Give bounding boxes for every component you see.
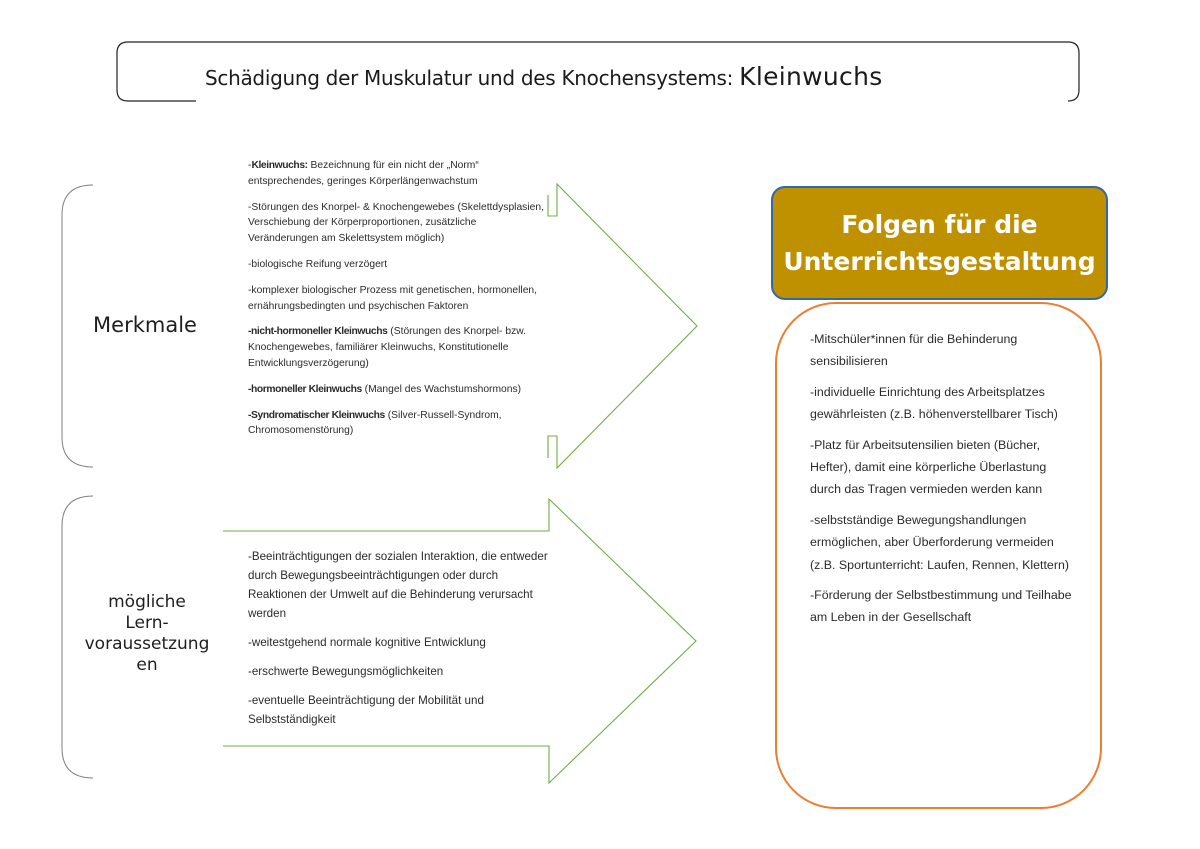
lernvoraussetzungen-list bbox=[248, 547, 548, 739]
item-term: -nicht-hormoneller Kleinwuchs bbox=[248, 326, 388, 338]
lern-label-line: mögliche bbox=[108, 592, 186, 612]
lern-item: -Beeinträchtigungen der sozialen Interaktion, die entweder durch Bewegungsbeeinträchtigungen oder durch Reaktionen der Umwelt auf die Behinderung verursacht werden bbox=[248, 550, 548, 620]
item-term: -Syndromatischer Kleinwuchs bbox=[248, 409, 385, 421]
folgen-item: -Mitschüler*innen für die Behinderung sensibilisieren bbox=[810, 332, 1018, 369]
item-text: -Störungen des Knorpel- & Knochengewebes (Skelettdysplasien, Verschiebung der Körperproportionen, zusätzliche Veränderungen am Skelettsystem möglich) bbox=[248, 201, 544, 245]
folgen-header-line: Folgen für die bbox=[841, 210, 1038, 239]
item-text: (Silver-Russell-Syndrom, Chromosomenstörung) bbox=[248, 409, 502, 437]
merkmale-label: Merkmale bbox=[93, 313, 197, 337]
lern-item: -weitestgehend normale kognitive Entwicklung bbox=[248, 636, 486, 649]
folgen-item: -Förderung der Selbstbestimmung und Teilhabe am Leben in der Gesellschaft bbox=[810, 588, 1072, 625]
item-text: (Störungen des Knorpel- bzw. Knochengewebes, familiärer Kleinwuchs, Konstitutionelle Entwicklungsverzögerung) bbox=[248, 326, 526, 369]
merkmale-item bbox=[248, 257, 548, 273]
lern-label-line: Lern- bbox=[125, 613, 169, 633]
folgen-header-text bbox=[783, 206, 1095, 280]
folgen-header bbox=[771, 186, 1108, 300]
folgen-item: -individuelle Einrichtung des Arbeitsplatzes gewährleisten (z.B. höhenverstellbarer Tisch) bbox=[810, 384, 1058, 422]
merkmale-item bbox=[248, 324, 548, 371]
title-main: Schädigung der Muskulatur und des Knochensystems: bbox=[205, 66, 734, 90]
merkmale-item bbox=[248, 408, 548, 440]
folgen-list bbox=[810, 328, 1080, 637]
merkmale-item bbox=[248, 382, 548, 398]
item-text: (Mangel des Wachstumshormons) bbox=[361, 383, 522, 395]
merkmale-arrow bbox=[548, 184, 697, 468]
item-text: -biologische Reifung verzögert bbox=[248, 258, 388, 270]
lernvoraussetzungen-label bbox=[72, 592, 222, 676]
lern-item: -erschwerte Bewegungsmöglichkeiten bbox=[248, 665, 444, 678]
folgen-item: -selbstständige Bewegungshandlungen ermöglichen, aber Überforderung vermeiden (z.B. Sportunterricht: Laufen, Rennen, Klettern) bbox=[810, 512, 1069, 572]
folgen-item: -Platz für Arbeitsutensilien bieten (Bücher, Hefter), damit eine körperliche Überlastung durch das Tragen vermieden werden kann bbox=[810, 437, 1047, 497]
item-term: Kleinwuchs: bbox=[251, 160, 308, 171]
title-topic: Kleinwuchs bbox=[739, 62, 883, 91]
title bbox=[205, 62, 1065, 91]
lern-label-line: en bbox=[136, 655, 158, 675]
folgen-header-line: Unterrichtsgestaltung bbox=[783, 247, 1096, 276]
lern-label-line: voraussetzung bbox=[84, 634, 210, 654]
item-prefix: - bbox=[248, 160, 252, 171]
merkmale-item bbox=[248, 200, 548, 247]
item-text: Bezeichnung für ein nicht der „Norm“ entsprechendes, geringes Körperlängenwachstum bbox=[248, 160, 479, 187]
item-text: -komplexer biologischer Prozess mit genetischen, hormonellen, ernährungsbedingten und psychischen Faktoren bbox=[248, 284, 538, 312]
lern-item: -eventuelle Beeinträchtigung der Mobilität und Selbstständigkeit bbox=[248, 694, 484, 726]
item-term: -hormoneller Kleinwuchs bbox=[248, 383, 362, 395]
merkmale-item bbox=[248, 158, 548, 190]
merkmale-item bbox=[248, 283, 548, 315]
merkmale-list bbox=[248, 158, 548, 449]
